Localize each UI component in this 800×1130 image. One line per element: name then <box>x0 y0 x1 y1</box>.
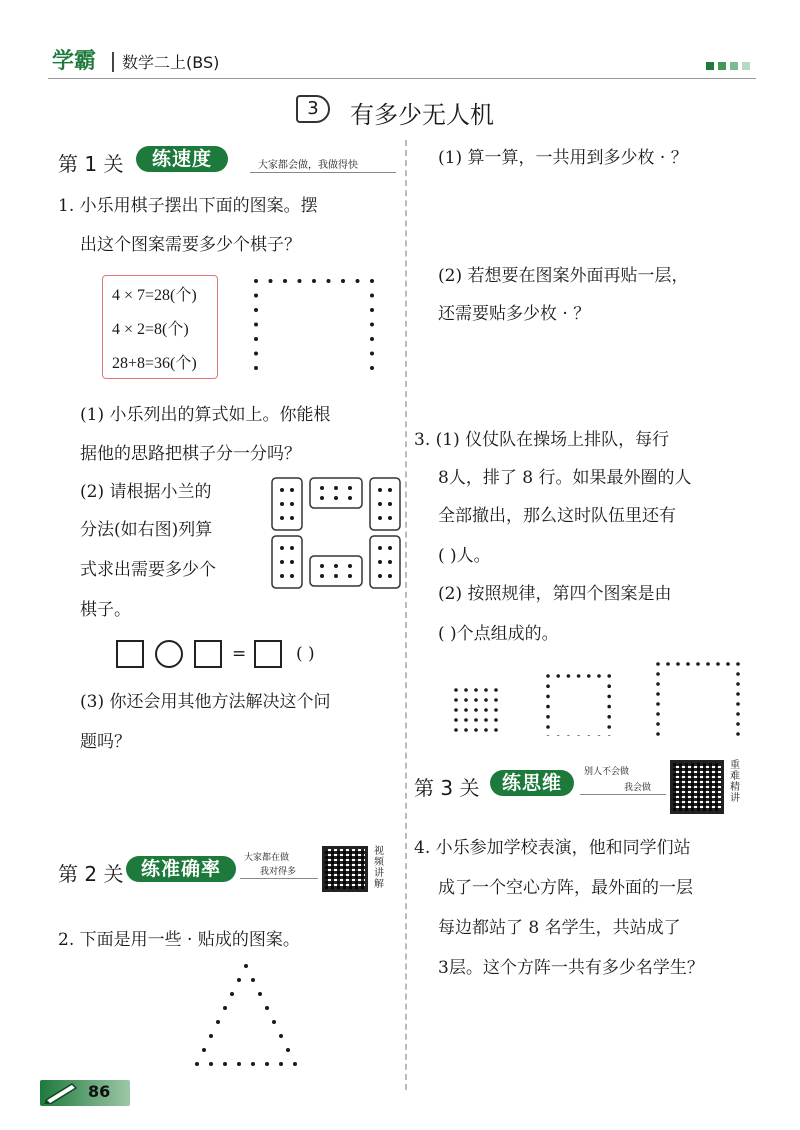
formula-3: 28+8=36(个) <box>112 355 197 372</box>
q4-line-1: 4. 小乐参加学校表演，他和同学们站 <box>414 838 691 858</box>
pattern3-dot <box>666 662 670 666</box>
split-dot <box>320 486 324 490</box>
pattern3-dot <box>736 682 740 686</box>
split-dot <box>290 560 294 564</box>
q4-line-3: 每边都站了 8 名学生，共站成了 <box>438 918 681 938</box>
split-dot <box>378 574 382 578</box>
pattern3-dot <box>656 722 660 726</box>
split-middle-top <box>310 478 362 508</box>
level1-pill: 练速度 <box>136 146 228 172</box>
pattern1-dot <box>484 708 488 712</box>
pattern1-dot <box>464 698 468 702</box>
pattern2-dot <box>607 735 611 736</box>
header-dot-2 <box>718 62 726 70</box>
split-dot <box>290 516 294 520</box>
lesson-number: 3 <box>296 95 330 123</box>
pattern1-dot <box>494 728 498 732</box>
pattern2-dot <box>607 725 611 729</box>
split-dot <box>320 574 324 578</box>
sticker-dot <box>237 978 241 982</box>
pattern1-dot <box>474 698 478 702</box>
pattern3-dot <box>736 662 740 666</box>
chess-dot <box>370 337 374 341</box>
level2-note-top: 大家都在做 <box>244 853 290 863</box>
pattern2-dot <box>587 735 591 736</box>
sticker-dot <box>272 1020 276 1024</box>
chess-dot <box>269 279 273 283</box>
formula-1: 4 × 7=28(个) <box>112 287 197 304</box>
split-dot <box>280 502 284 506</box>
chess-dot <box>298 279 302 283</box>
sticker-dot <box>279 1034 283 1038</box>
pattern2-dot <box>597 735 601 736</box>
pattern2-dot <box>577 674 581 678</box>
header-dot-1 <box>706 62 714 70</box>
pattern1-dot <box>494 718 498 722</box>
split-dot <box>280 546 284 550</box>
sticker-dot <box>258 992 262 996</box>
pattern1-dot <box>454 688 458 692</box>
chess-dot <box>356 279 360 283</box>
q4-line-4: 3层。这个方阵一共有多少名学生？ <box>438 958 704 978</box>
dot-pattern-2 <box>542 670 618 736</box>
pattern1-dot <box>474 688 478 692</box>
pattern3-dot <box>656 732 660 736</box>
chess-dot <box>254 366 258 370</box>
unit-blank[interactable]: ( ) <box>296 644 315 664</box>
pattern2-dot <box>546 735 550 736</box>
pattern2-dot <box>597 674 601 678</box>
q2-sub2-line-2: 还需要贴多少枚 · ？ <box>438 304 591 324</box>
q1-sub1-line-2: 据他的思路把棋子分一分吗？ <box>80 444 301 464</box>
pattern3-dot <box>716 662 720 666</box>
sticker-dot <box>237 1062 241 1066</box>
split-dot <box>388 502 392 506</box>
pattern3-dot <box>726 662 730 666</box>
level3-note-top: 别人不会做 <box>584 767 630 777</box>
sticker-dot <box>202 1048 206 1052</box>
pattern3-dot <box>656 692 660 696</box>
q1-sub1-line-1: (1) 小乐列出的算式如上。你能根 <box>80 405 331 425</box>
pattern1-dot <box>464 708 468 712</box>
level3-label: 第 3 关 <box>414 776 480 800</box>
pattern3-dot <box>656 682 660 686</box>
q1-sub2-line-1: (2) 请根据小兰的 <box>80 482 212 502</box>
pattern2-dot <box>607 705 611 709</box>
q2-sub2-line-1: (2) 若想要在图案外面再贴一层， <box>438 266 689 286</box>
triangle-dot-pattern <box>186 960 306 1068</box>
dot-pattern-1 <box>450 684 510 732</box>
split-dot <box>280 574 284 578</box>
split-dot <box>334 574 338 578</box>
pattern3-dot <box>656 662 660 666</box>
q4-line-2: 成了一个空心方阵，最外面的一层 <box>438 878 693 898</box>
split-dot <box>348 574 352 578</box>
level2-rule <box>240 878 318 879</box>
pattern2-dot <box>567 674 571 678</box>
split-dot <box>378 546 382 550</box>
pattern2-dot <box>607 674 611 678</box>
sticker-dot <box>265 1062 269 1066</box>
level3-note-bottom: 我会做 <box>624 783 652 793</box>
pattern3-dot <box>676 662 680 666</box>
dot-pattern-3 <box>652 658 744 738</box>
page-number: 86 <box>88 1082 111 1101</box>
q3-line-2: 8人，排了 8 行。如果最外圈的人 <box>438 468 692 488</box>
chess-dot <box>254 279 258 283</box>
pattern1-dot <box>474 718 478 722</box>
pattern1-dot <box>454 698 458 702</box>
split-dot <box>290 488 294 492</box>
pattern2-dot <box>567 735 571 736</box>
chess-dot <box>370 352 374 356</box>
level1-rule <box>250 172 396 173</box>
pattern3-dot <box>686 662 690 666</box>
split-dot <box>290 502 294 506</box>
chess-dot <box>370 366 374 370</box>
chess-dot <box>254 323 258 327</box>
q1-sub3-line-2: 题吗？ <box>80 732 131 752</box>
split-right-top <box>370 478 400 530</box>
q1-sub2-line-3: 式求出需要多少个 <box>80 560 216 580</box>
level3-qr-code[interactable] <box>670 760 724 814</box>
pattern1-dot <box>464 718 468 722</box>
split-dot <box>334 496 338 500</box>
formula-2: 4 × 2=8(个) <box>112 321 189 338</box>
pattern3-dot <box>736 672 740 676</box>
split-dot <box>334 564 338 568</box>
pattern2-dot <box>546 695 550 699</box>
split-dot <box>280 560 284 564</box>
pattern3-dot <box>736 692 740 696</box>
split-dot <box>334 486 338 490</box>
split-dot <box>388 488 392 492</box>
book-title: 数学二上(BS) <box>122 53 220 72</box>
q2-sub1: (1) 算一算，一共用到多少枚 · ？ <box>438 148 688 168</box>
chess-dot <box>341 279 345 283</box>
sticker-dot <box>195 1062 199 1066</box>
sticker-dot <box>244 964 248 968</box>
pattern1-dot <box>494 708 498 712</box>
split-left-bottom <box>272 536 302 588</box>
pattern2-dot <box>546 705 550 709</box>
level2-qr-label: 视频讲解 <box>374 846 384 890</box>
pattern3-dot <box>736 732 740 736</box>
split-dot <box>280 488 284 492</box>
split-right-bottom <box>370 536 400 588</box>
sticker-dot <box>293 1062 297 1066</box>
pattern1-dot <box>454 728 458 732</box>
level3-pill: 练思维 <box>490 770 574 796</box>
chess-dot <box>327 279 331 283</box>
chess-dot <box>283 279 287 283</box>
split-dot <box>290 546 294 550</box>
answer-box-1[interactable] <box>116 640 144 668</box>
level3-rule <box>580 794 666 795</box>
pattern3-dot <box>656 672 660 676</box>
q1-sub3-line-1: (3) 你还会用其他方法解决这个问 <box>80 692 331 712</box>
level1-label: 第 1 关 <box>58 152 124 176</box>
pattern3-dot <box>706 662 710 666</box>
level2-qr-code[interactable] <box>322 846 368 892</box>
pattern1-dot <box>494 688 498 692</box>
sticker-dot <box>251 1062 255 1066</box>
chess-dot <box>370 323 374 327</box>
q3-line-5: (2) 按照规律，第四个图案是由 <box>438 584 672 604</box>
split-dot <box>320 496 324 500</box>
split-dot <box>348 496 352 500</box>
pattern1-dot <box>484 728 488 732</box>
answer-box-3[interactable] <box>254 640 282 668</box>
split-dot <box>378 502 382 506</box>
sticker-dot <box>286 1048 290 1052</box>
q1-sub2-line-2: 分法(如右图)列算 <box>80 520 213 540</box>
split-dot <box>378 560 382 564</box>
pattern2-dot <box>556 735 560 736</box>
chess-dot <box>254 337 258 341</box>
pattern2-dot <box>587 674 591 678</box>
pattern3-dot <box>656 712 660 716</box>
pattern2-dot <box>607 715 611 719</box>
pattern1-dot <box>484 718 488 722</box>
split-dot <box>378 488 382 492</box>
pattern1-dot <box>484 698 488 702</box>
pattern1-dot <box>484 688 488 692</box>
split-dot <box>348 486 352 490</box>
sticker-dot <box>223 1006 227 1010</box>
pattern2-dot <box>546 715 550 719</box>
equals-sign: = <box>232 644 247 664</box>
level2-label: 第 2 关 <box>58 862 124 886</box>
q3-line-6[interactable]: ( )个点组成的。 <box>438 624 559 644</box>
level1-note: 大家都会做，我做得快 <box>258 160 358 171</box>
pattern1-dot <box>464 688 468 692</box>
split-dot <box>320 564 324 568</box>
split-dot <box>388 546 392 550</box>
chess-dot <box>370 294 374 298</box>
q1-line-1: 1. 小乐用棋子摆出下面的图案。摆 <box>58 196 318 216</box>
split-dot <box>388 574 392 578</box>
chess-dot <box>370 279 374 283</box>
pattern2-dot <box>546 674 550 678</box>
split-dot <box>388 516 392 520</box>
q1-sub2-line-4: 棋子。 <box>80 600 131 620</box>
operator-circle[interactable] <box>155 640 183 668</box>
pattern3-dot <box>656 702 660 706</box>
header-rule <box>48 78 756 79</box>
split-middle-bottom <box>310 556 362 586</box>
pattern1-dot <box>454 718 458 722</box>
sticker-dot <box>209 1062 213 1066</box>
column-divider <box>405 140 407 1090</box>
chess-dot <box>370 308 374 312</box>
answer-box-2[interactable] <box>194 640 222 668</box>
q2-line: 2. 下面是用一些 · 贴成的图案。 <box>58 930 300 950</box>
pattern1-dot <box>474 728 478 732</box>
level2-pill: 练准确率 <box>126 856 236 882</box>
chess-dot <box>254 308 258 312</box>
q3-line-3: 全部撤出，那么这时队伍里还有 <box>438 506 676 526</box>
sticker-dot <box>223 1062 227 1066</box>
q3-line-1: 3. (1) 仪仗队在操场上排队，每行 <box>414 430 670 450</box>
split-left-top <box>272 478 302 530</box>
pattern3-dot <box>736 702 740 706</box>
chess-dot <box>254 294 258 298</box>
pattern1-dot <box>474 708 478 712</box>
pattern3-dot <box>736 712 740 716</box>
pattern2-dot <box>607 684 611 688</box>
sticker-dot <box>251 978 255 982</box>
chess-square-pattern <box>250 275 380 375</box>
sticker-dot <box>265 1006 269 1010</box>
level2-note-bottom: 我对得多 <box>260 867 297 877</box>
q1-line-2: 出这个图案需要多少个棋子？ <box>80 235 301 255</box>
pattern2-dot <box>546 684 550 688</box>
pattern2-dot <box>607 695 611 699</box>
chess-dot <box>312 279 316 283</box>
pattern3-dot <box>696 662 700 666</box>
level3-qr-label: 重难精讲 <box>730 760 740 804</box>
split-dot <box>388 560 392 564</box>
lesson-title: 有多少无人机 <box>350 101 494 129</box>
chess-dot <box>254 352 258 356</box>
header-dot-3 <box>730 62 738 70</box>
pattern1-dot <box>494 698 498 702</box>
pattern2-dot <box>546 725 550 729</box>
sticker-dot <box>279 1062 283 1066</box>
pattern1-dot <box>454 708 458 712</box>
sticker-dot <box>230 992 234 996</box>
split-dot <box>290 574 294 578</box>
header-separator <box>112 52 114 72</box>
pencil-icon <box>44 1082 78 1104</box>
pattern3-dot <box>736 722 740 726</box>
split-dot <box>378 516 382 520</box>
brand-logo: 学霸 <box>52 49 97 74</box>
pattern1-dot <box>464 728 468 732</box>
split-dot <box>348 564 352 568</box>
header-dot-4 <box>742 62 750 70</box>
pattern2-dot <box>577 735 581 736</box>
sticker-dot <box>216 1020 220 1024</box>
sticker-dot <box>209 1034 213 1038</box>
lan-split-figure <box>270 472 406 592</box>
q3-line-4[interactable]: ( )人。 <box>438 546 491 566</box>
split-dot <box>280 516 284 520</box>
pattern2-dot <box>556 674 560 678</box>
